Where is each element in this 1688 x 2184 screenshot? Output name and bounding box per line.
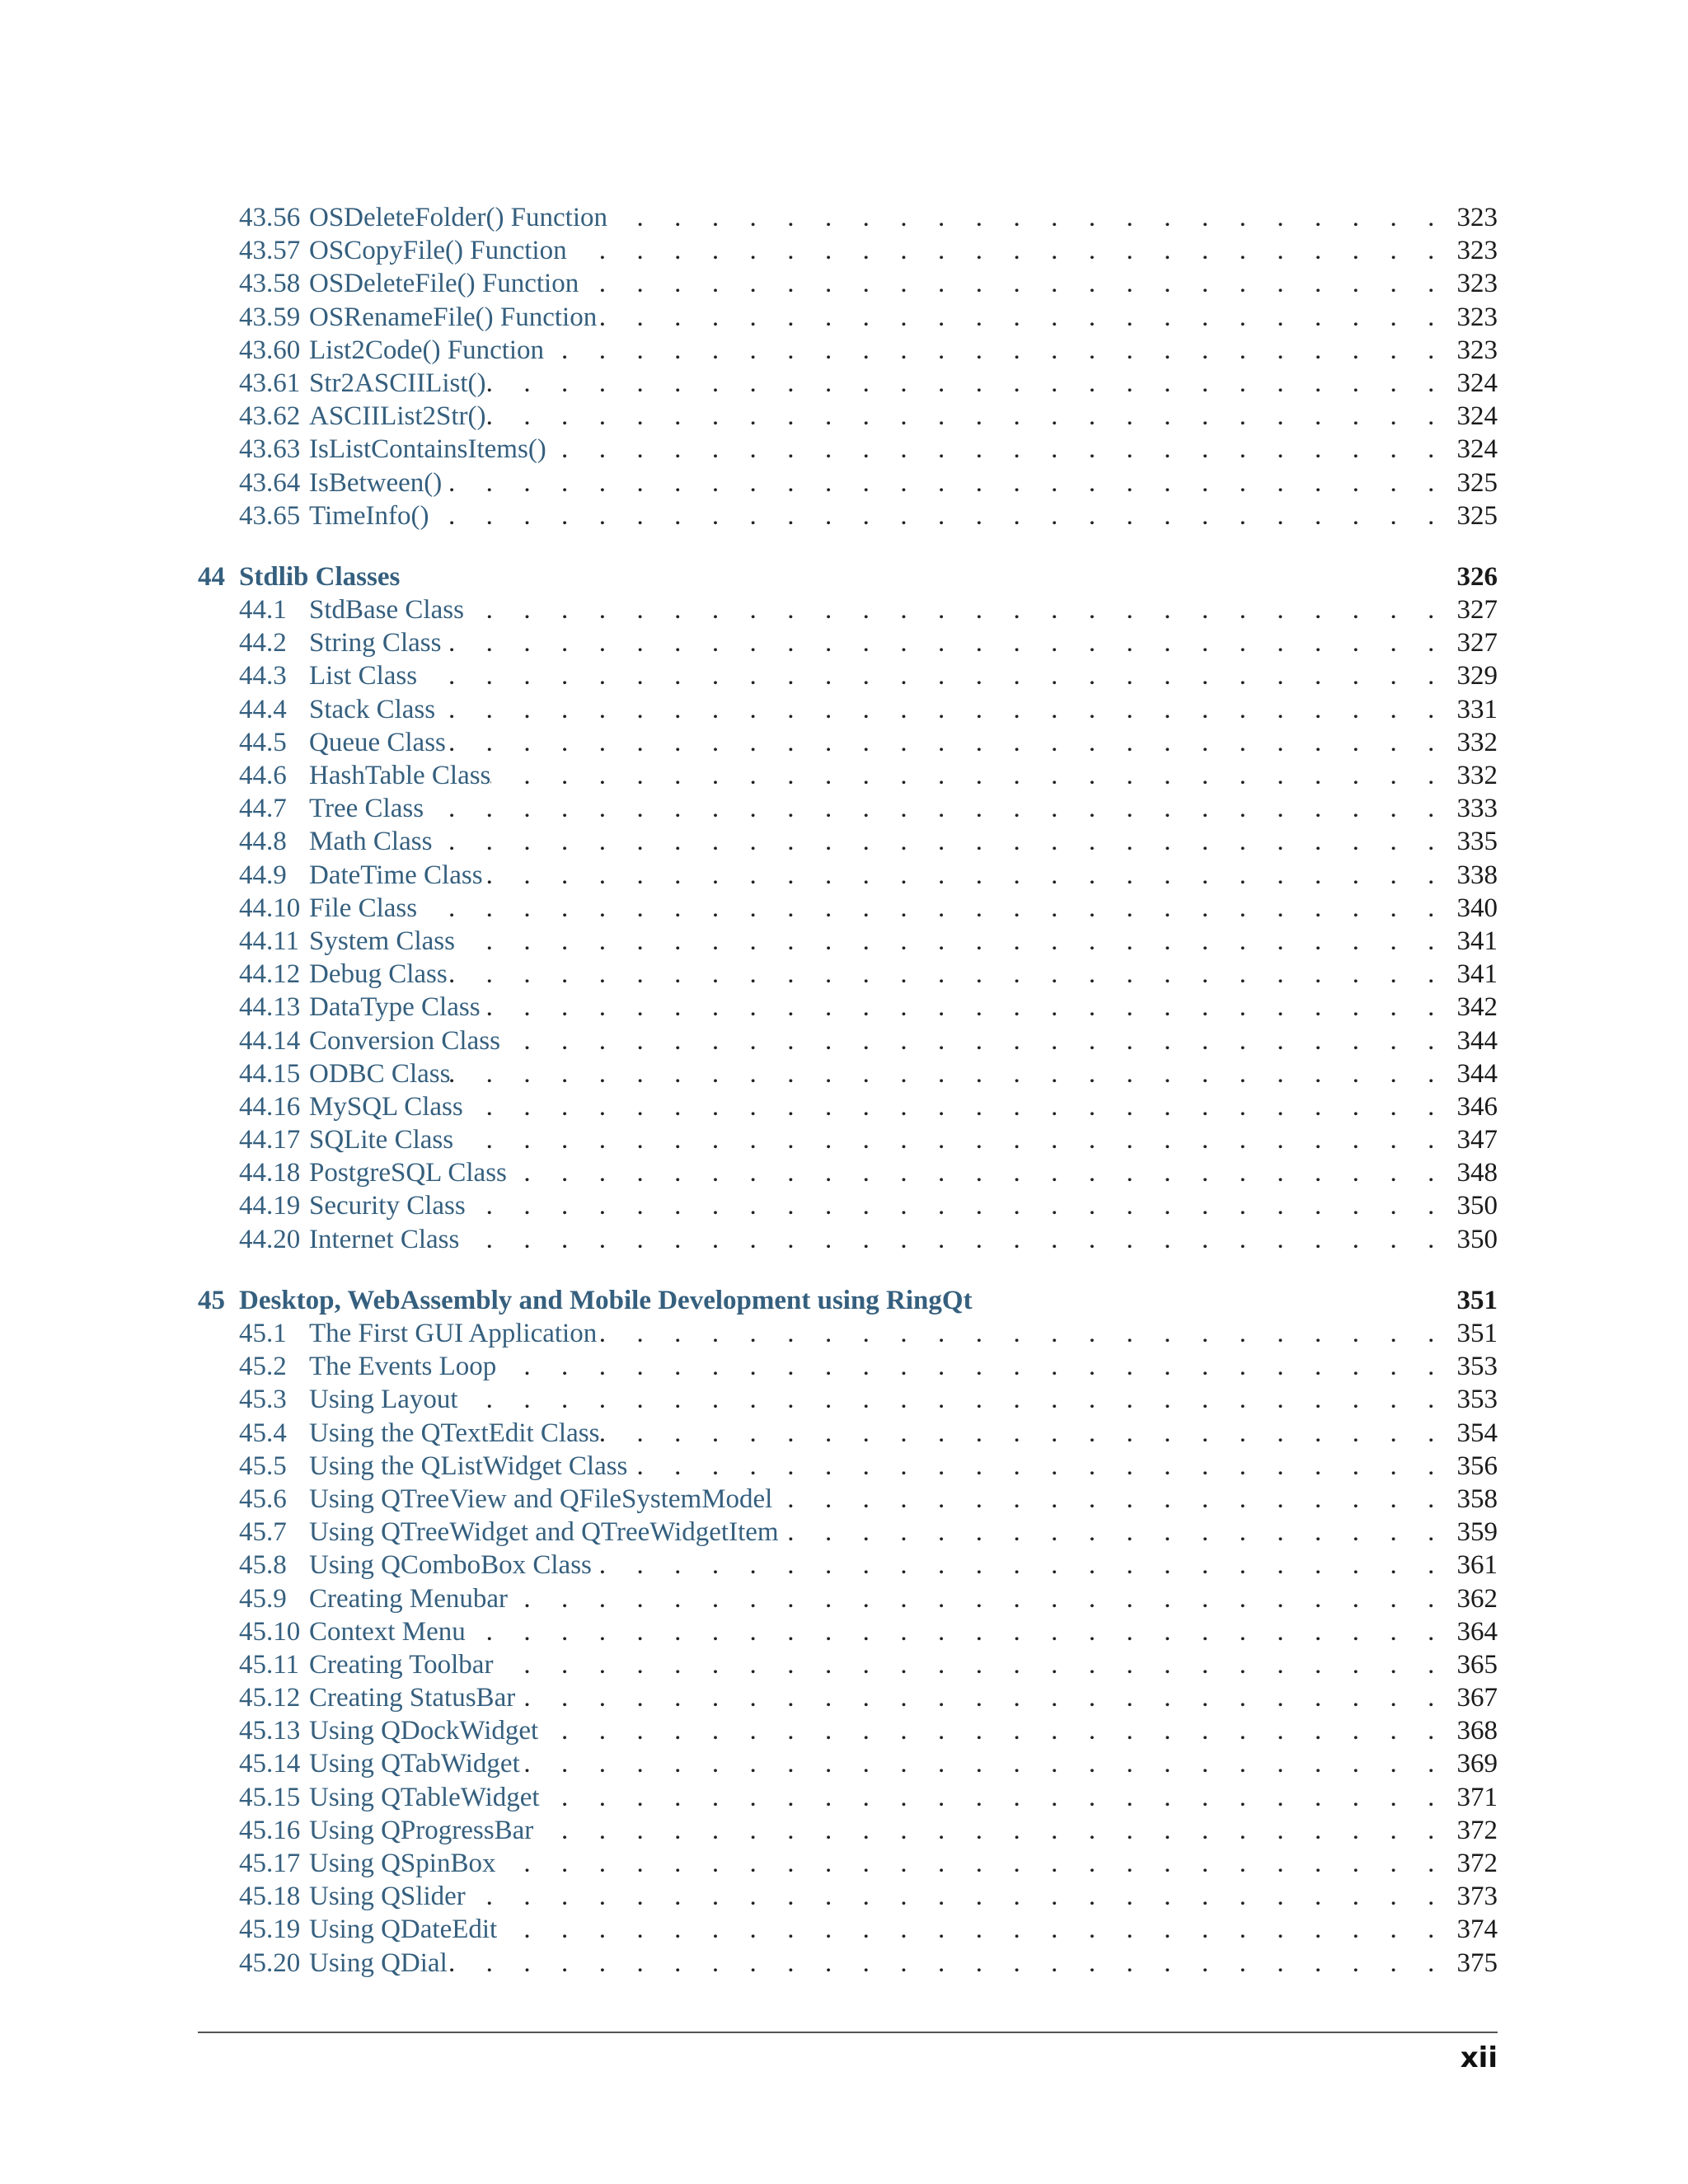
dot-leader xyxy=(567,234,1447,267)
dot-leader xyxy=(772,1483,1447,1516)
toc-section-entry[interactable] xyxy=(198,626,1498,659)
toc-entry-page: 323 xyxy=(1456,236,1498,266)
toc-section-entry[interactable] xyxy=(198,726,1498,759)
toc-section-entry[interactable] xyxy=(198,759,1498,792)
dot-leader xyxy=(463,1090,1447,1123)
toc-section-entry[interactable] xyxy=(198,1516,1498,1549)
toc-entry-page: 344 xyxy=(1456,1025,1498,1056)
toc-section-entry[interactable] xyxy=(198,825,1498,858)
toc-entry-number[interactable]: 45.12 xyxy=(239,1683,301,1713)
toc-entry-number[interactable]: 43.62 xyxy=(239,401,301,432)
toc-entry-number[interactable]: 44.5 xyxy=(239,727,287,757)
toc-entry-title[interactable]: Using QDial xyxy=(309,1947,448,1978)
toc-entry-title[interactable]: SQLite Class xyxy=(309,1125,454,1155)
dot-leader xyxy=(546,433,1447,466)
toc-section-entry[interactable] xyxy=(198,958,1498,991)
toc-entry-title[interactable]: StdBase Class xyxy=(309,595,464,626)
dot-leader xyxy=(599,1417,1447,1450)
toc-section-entry[interactable] xyxy=(198,1747,1498,1780)
dot-leader xyxy=(417,659,1447,692)
toc-entry-title[interactable]: DateTime Class xyxy=(309,860,483,890)
toc-entry-number[interactable]: 45.6 xyxy=(239,1483,287,1514)
toc-section-entry[interactable] xyxy=(198,1383,1498,1416)
toc-entry-number[interactable]: 43.61 xyxy=(239,368,301,398)
toc-section-entry[interactable] xyxy=(198,1450,1498,1483)
toc-section-entry[interactable] xyxy=(198,693,1498,726)
dot-leader xyxy=(507,1156,1447,1189)
toc-entry-page: 323 xyxy=(1456,335,1498,365)
toc-chapter-entry[interactable] xyxy=(198,560,1498,593)
toc-section-entry[interactable] xyxy=(198,267,1498,300)
toc-entry-title[interactable]: OSDeleteFile() Function xyxy=(309,269,579,299)
dot-leader xyxy=(481,991,1447,1024)
toc-entry-number[interactable]: 44.19 xyxy=(239,1191,301,1221)
toc-entry-page: 331 xyxy=(1456,694,1498,724)
dot-leader xyxy=(607,201,1447,234)
toc-entry-title[interactable]: Using QTreeView and QFileSystemModel xyxy=(309,1483,773,1514)
toc-section-entry[interactable] xyxy=(198,201,1498,234)
toc-entry-number[interactable]: 44.15 xyxy=(239,1058,301,1089)
toc-entry-page: 356 xyxy=(1456,1451,1498,1481)
toc-entry-page: 323 xyxy=(1456,302,1498,332)
toc-entry-page: 335 xyxy=(1456,827,1498,857)
toc-entry-title[interactable]: String Class xyxy=(309,628,442,658)
toc-entry-page: 341 xyxy=(1456,926,1498,956)
toc-entry-title[interactable]: Conversion Class xyxy=(309,1025,500,1056)
dot-leader xyxy=(495,1847,1447,1880)
toc-section-entry[interactable] xyxy=(198,466,1498,499)
toc-entry-number[interactable]: 45.13 xyxy=(239,1716,301,1746)
toc-section-entry[interactable] xyxy=(198,1880,1498,1913)
toc-entry-page: 373 xyxy=(1456,1882,1498,1912)
toc-section-entry[interactable] xyxy=(198,334,1498,367)
toc-entry-title[interactable]: Tree Class xyxy=(309,794,424,824)
toc-section-entry[interactable] xyxy=(198,1024,1498,1057)
dot-leader xyxy=(493,1648,1447,1681)
toc-entry-page: 327 xyxy=(1456,595,1498,626)
toc-entry-number[interactable]: 44.12 xyxy=(239,959,301,990)
toc-entry-number[interactable]: 45.11 xyxy=(239,1649,300,1680)
toc-entry-number[interactable]: 45.15 xyxy=(239,1782,301,1812)
toc-entry-title[interactable]: TimeInfo() xyxy=(309,500,429,531)
toc-section-entry[interactable] xyxy=(198,234,1498,267)
toc-entry-number[interactable]: 45.10 xyxy=(239,1616,301,1647)
toc-entry-page: 324 xyxy=(1456,401,1498,432)
toc-entry-page: 348 xyxy=(1456,1158,1498,1188)
dot-leader xyxy=(464,593,1447,626)
toc-entry-page: 362 xyxy=(1456,1583,1498,1614)
toc-entry-number[interactable]: 44.17 xyxy=(239,1125,301,1155)
toc-entry-number[interactable]: 44.8 xyxy=(239,827,287,857)
toc-entry-title[interactable]: Using QProgressBar xyxy=(309,1815,534,1845)
toc-section-entry[interactable] xyxy=(198,892,1498,925)
toc-section-entry[interactable] xyxy=(198,1814,1498,1847)
dot-leader xyxy=(579,267,1447,300)
dot-leader xyxy=(508,1582,1447,1615)
toc-section-entry[interactable] xyxy=(198,1847,1498,1880)
dot-leader xyxy=(779,1516,1447,1549)
toc-chapter-entry[interactable] xyxy=(198,1284,1498,1317)
toc-entry-title[interactable]: Math Class xyxy=(309,827,433,857)
toc-entry-number[interactable]: 43.60 xyxy=(239,335,301,365)
toc-entry-title[interactable]: Using QTabWidget xyxy=(309,1749,520,1779)
toc-entry-title[interactable]: Using QSpinBox xyxy=(309,1849,496,1878)
toc-section-entry[interactable] xyxy=(198,1189,1498,1222)
toc-entry-page: 325 xyxy=(1456,467,1498,498)
toc-entry-number[interactable]: 44.18 xyxy=(239,1158,301,1188)
toc-entry-title[interactable]: IsBetween() xyxy=(309,467,443,498)
dot-leader xyxy=(533,1814,1447,1847)
toc-entry-number[interactable]: 43.64 xyxy=(239,467,301,498)
toc-entry-title[interactable]: Using the QListWidget Class xyxy=(309,1451,628,1481)
toc-section-entry[interactable] xyxy=(198,301,1498,334)
toc-entry-title[interactable]: The Events Loop xyxy=(309,1352,497,1382)
toc-entry-number[interactable]: 44.10 xyxy=(239,893,301,923)
toc-entry-number[interactable]: 44.4 xyxy=(239,694,287,724)
toc-section-entry[interactable] xyxy=(198,1947,1498,1980)
dot-leader xyxy=(490,759,1447,792)
toc-entry-number[interactable]: 45.16 xyxy=(239,1815,301,1845)
toc-entry-title[interactable]: Creating Menubar xyxy=(309,1583,509,1614)
toc-section-entry[interactable] xyxy=(198,1615,1498,1648)
toc-entry-page: 341 xyxy=(1456,959,1498,990)
dot-leader xyxy=(455,925,1447,958)
toc-entry-title[interactable]: OSRenameFile() Function xyxy=(309,302,598,332)
dot-leader xyxy=(496,1350,1447,1383)
toc-entry-number[interactable]: 44.3 xyxy=(239,661,287,691)
toc-entry-title[interactable]: System Class xyxy=(309,926,455,956)
toc-entry-number[interactable]: 44.11 xyxy=(239,926,300,956)
toc-entry-title[interactable]: Using Layout xyxy=(309,1385,458,1415)
toc-section-entry[interactable] xyxy=(198,792,1498,825)
toc-section-entry[interactable] xyxy=(198,1913,1498,1946)
toc-entry-title[interactable]: DataType Class xyxy=(309,992,481,1023)
toc-entry-number[interactable]: 43.65 xyxy=(239,500,301,531)
chapter-spacer xyxy=(198,532,1498,560)
toc-entry-page: 350 xyxy=(1456,1224,1498,1254)
toc-section-entry[interactable] xyxy=(198,1317,1498,1350)
toc-section-entry[interactable] xyxy=(198,1549,1498,1582)
toc-entry-page: 342 xyxy=(1456,992,1498,1023)
toc-entry-page: 365 xyxy=(1456,1649,1498,1680)
toc-entry-number[interactable]: 45 xyxy=(198,1285,225,1315)
toc-entry-number[interactable]: 45.14 xyxy=(239,1749,301,1779)
dot-leader xyxy=(441,626,1447,659)
toc-entry-page: 332 xyxy=(1456,761,1498,790)
toc-section-entry[interactable] xyxy=(198,1090,1498,1123)
dot-leader xyxy=(520,1747,1447,1780)
toc-entry-page: 372 xyxy=(1456,1815,1498,1845)
toc-entry-number[interactable]: 44.1 xyxy=(239,595,287,626)
toc-section-entry[interactable] xyxy=(198,1714,1498,1747)
toc-section-entry[interactable] xyxy=(198,593,1498,626)
dot-leader xyxy=(627,1450,1447,1483)
dot-leader xyxy=(497,1913,1447,1946)
dot-leader xyxy=(448,1947,1447,1980)
toc-entry-title[interactable]: Using QTableWidget xyxy=(309,1782,540,1812)
toc-section-entry[interactable] xyxy=(198,1483,1498,1516)
toc-entry-number[interactable]: 44.9 xyxy=(239,860,287,890)
toc-entry-page: 353 xyxy=(1456,1385,1498,1415)
toc-entry-title[interactable]: ASCIIList2Str() xyxy=(309,401,486,432)
dot-leader xyxy=(544,334,1447,367)
toc-section-entry[interactable] xyxy=(198,991,1498,1024)
dot-leader xyxy=(538,1714,1447,1747)
toc-entry-number[interactable]: 45.17 xyxy=(239,1849,301,1878)
toc-entry-page: 325 xyxy=(1456,500,1498,531)
toc-entry-title[interactable]: PostgreSQL Class xyxy=(309,1158,507,1188)
dot-leader xyxy=(466,1615,1447,1648)
dot-leader xyxy=(466,1189,1447,1222)
toc-entry-number[interactable]: 45.1 xyxy=(239,1319,287,1348)
toc-entry-page: 364 xyxy=(1456,1616,1498,1647)
dot-leader xyxy=(435,693,1447,726)
toc-entry-page: 350 xyxy=(1456,1191,1498,1221)
toc-entry-title[interactable]: Using QDockWidget xyxy=(309,1716,539,1746)
dot-leader xyxy=(446,726,1447,759)
toc-entry-number[interactable]: 43.63 xyxy=(239,434,301,465)
toc-entry-number[interactable]: 44.14 xyxy=(239,1025,301,1056)
toc-entry-title[interactable]: The First GUI Application xyxy=(309,1319,598,1348)
toc-entry-page: 344 xyxy=(1456,1058,1498,1089)
dot-leader xyxy=(486,367,1447,400)
toc-entry-title[interactable]: Using QComboBox Class xyxy=(309,1550,592,1581)
toc-entry-number[interactable]: 45.18 xyxy=(239,1882,301,1912)
toc-entry-page: 327 xyxy=(1456,628,1498,658)
toc-section-entry[interactable] xyxy=(198,1350,1498,1383)
dot-leader xyxy=(424,792,1447,825)
toc-entry-title[interactable]: HashTable Class xyxy=(309,761,491,790)
toc-entry-page: 324 xyxy=(1456,434,1498,465)
toc-entry-title[interactable]: Desktop, WebAssembly and Mobile Development using RingQt xyxy=(239,1285,973,1315)
toc-entry-page: 340 xyxy=(1456,893,1498,923)
toc-entry-number[interactable]: 45.4 xyxy=(239,1418,287,1448)
toc-section-entry[interactable] xyxy=(198,1648,1498,1681)
toc-entry-title[interactable]: Context Menu xyxy=(309,1616,466,1647)
toc-section-entry[interactable] xyxy=(198,400,1498,433)
dot-leader xyxy=(483,859,1447,892)
chapter-spacer xyxy=(198,1256,1498,1284)
toc-section-entry[interactable] xyxy=(198,1223,1498,1256)
toc-section-entry[interactable] xyxy=(198,367,1498,400)
toc-section-entry[interactable] xyxy=(198,859,1498,892)
toc-entry-title[interactable]: Debug Class xyxy=(309,959,448,990)
toc-entry-page: 338 xyxy=(1456,860,1498,890)
toc-entry-number[interactable]: 45.2 xyxy=(239,1352,287,1382)
toc-entry-title[interactable]: List2Code() Function xyxy=(309,335,545,365)
toc-entry-page: 323 xyxy=(1456,203,1498,232)
toc-entry-title[interactable]: List Class xyxy=(309,661,418,691)
toc-entry-page: 329 xyxy=(1456,661,1498,691)
toc-section-entry[interactable] xyxy=(198,1057,1498,1090)
toc-entry-page: 374 xyxy=(1456,1915,1498,1945)
toc-entry-number[interactable]: 44.16 xyxy=(239,1091,301,1122)
toc-entry-page: 346 xyxy=(1456,1091,1498,1122)
toc-entry-title[interactable]: Stdlib Classes xyxy=(239,561,401,592)
dot-leader xyxy=(442,466,1447,499)
toc-entry-number[interactable]: 43.56 xyxy=(239,203,301,232)
toc-entry-page: 358 xyxy=(1456,1483,1498,1514)
toc-entry-title[interactable]: Stack Class xyxy=(309,694,436,724)
toc-entry-title[interactable]: Str2ASCIIList() xyxy=(309,368,486,398)
toc-entry-title[interactable]: File Class xyxy=(309,893,418,923)
dot-leader xyxy=(448,958,1447,991)
toc-entry-title[interactable]: Creating Toolbar xyxy=(309,1649,494,1680)
toc-entry-page: 368 xyxy=(1456,1716,1498,1746)
toc-entry-title[interactable]: Internet Class xyxy=(309,1224,460,1254)
toc-entry-page: 323 xyxy=(1456,269,1498,299)
toc-entry-title[interactable]: Using QSlider xyxy=(309,1882,466,1912)
toc-entry-title[interactable]: Creating StatusBar xyxy=(309,1683,516,1713)
toc-entry-page: 359 xyxy=(1456,1517,1498,1548)
dot-leader xyxy=(500,1024,1447,1057)
toc-entry-title[interactable]: MySQL Class xyxy=(309,1091,463,1122)
toc-entry-number[interactable]: 43.58 xyxy=(239,269,301,299)
toc-entry-page: 375 xyxy=(1456,1947,1498,1978)
toc-entry-number[interactable]: 43.57 xyxy=(239,236,301,266)
dot-leader xyxy=(540,1781,1447,1814)
dot-leader xyxy=(466,1880,1447,1913)
toc-entry-title[interactable]: Using QDateEdit xyxy=(309,1915,498,1945)
table-of-contents xyxy=(198,201,1498,1980)
dot-leader xyxy=(592,1549,1447,1582)
toc-entry-page: 351 xyxy=(1456,1319,1498,1348)
toc-entry-number[interactable]: 45.5 xyxy=(239,1451,287,1481)
toc-entry-title[interactable]: OSCopyFile() Function xyxy=(309,236,567,266)
toc-entry-page: 333 xyxy=(1456,794,1498,824)
toc-section-entry[interactable] xyxy=(198,433,1498,466)
toc-entry-number[interactable]: 44 xyxy=(198,561,225,592)
toc-entry-title[interactable]: Security Class xyxy=(309,1191,466,1221)
toc-section-entry[interactable] xyxy=(198,1582,1498,1615)
toc-entry-page: 353 xyxy=(1456,1352,1498,1382)
footer-divider xyxy=(198,2032,1498,2033)
toc-entry-number[interactable]: 45.8 xyxy=(239,1550,287,1581)
page-number: xii xyxy=(1460,2041,1498,2074)
dot-leader xyxy=(417,892,1447,925)
toc-entry-page: 351 xyxy=(1456,1285,1498,1315)
toc-entry-title[interactable]: IsListContainsItems() xyxy=(309,434,546,465)
dot-leader xyxy=(432,825,1447,858)
toc-section-entry[interactable] xyxy=(198,659,1498,692)
toc-section-entry[interactable] xyxy=(198,925,1498,958)
toc-section-entry[interactable] xyxy=(198,1123,1498,1156)
dot-leader xyxy=(450,1057,1447,1090)
dot-leader xyxy=(515,1681,1447,1714)
dot-leader xyxy=(597,1317,1447,1350)
dot-leader xyxy=(597,301,1447,334)
toc-entry-number[interactable]: 45.3 xyxy=(239,1385,287,1415)
dot-leader xyxy=(453,1123,1447,1156)
toc-entry-number[interactable]: 45.9 xyxy=(239,1583,287,1614)
toc-entry-title[interactable]: ODBC Class xyxy=(309,1058,451,1089)
toc-entry-page: 347 xyxy=(1456,1125,1498,1155)
toc-entry-number[interactable]: 44.7 xyxy=(239,794,287,824)
toc-entry-page: 369 xyxy=(1456,1749,1498,1779)
toc-entry-page: 332 xyxy=(1456,727,1498,757)
toc-entry-page: 371 xyxy=(1456,1782,1498,1812)
toc-section-entry[interactable] xyxy=(198,1156,1498,1189)
toc-entry-number[interactable]: 45.7 xyxy=(239,1517,287,1548)
toc-section-entry[interactable] xyxy=(198,1781,1498,1814)
toc-entry-page: 361 xyxy=(1456,1550,1498,1581)
toc-section-entry[interactable] xyxy=(198,1417,1498,1450)
toc-entry-number[interactable]: 45.20 xyxy=(239,1947,301,1978)
toc-entry-page: 367 xyxy=(1456,1683,1498,1713)
toc-section-entry[interactable] xyxy=(198,1681,1498,1714)
toc-entry-page: 324 xyxy=(1456,368,1498,398)
toc-entry-number[interactable]: 44.20 xyxy=(239,1224,301,1254)
dot-leader xyxy=(458,1383,1447,1416)
dot-leader xyxy=(459,1223,1447,1256)
toc-entry-number[interactable]: 44.6 xyxy=(239,761,287,790)
dot-leader xyxy=(486,400,1447,433)
toc-entry-page: 354 xyxy=(1456,1418,1498,1448)
toc-entry-number[interactable]: 44.13 xyxy=(239,992,301,1023)
toc-entry-title[interactable]: Using the QTextEdit Class xyxy=(309,1418,600,1448)
toc-entry-title[interactable]: Queue Class xyxy=(309,727,446,757)
toc-entry-number[interactable]: 44.2 xyxy=(239,628,287,658)
toc-entry-number[interactable]: 45.19 xyxy=(239,1915,301,1945)
toc-entry-page: 372 xyxy=(1456,1849,1498,1878)
toc-section-entry[interactable] xyxy=(198,499,1498,532)
toc-entry-title[interactable]: Using QTreeWidget and QTreeWidgetItem xyxy=(309,1517,779,1548)
toc-entry-title[interactable]: OSDeleteFolder() Function xyxy=(309,203,608,232)
dot-leader xyxy=(429,499,1447,532)
toc-entry-number[interactable]: 43.59 xyxy=(239,302,301,332)
toc-entry-page: 326 xyxy=(1456,561,1498,592)
